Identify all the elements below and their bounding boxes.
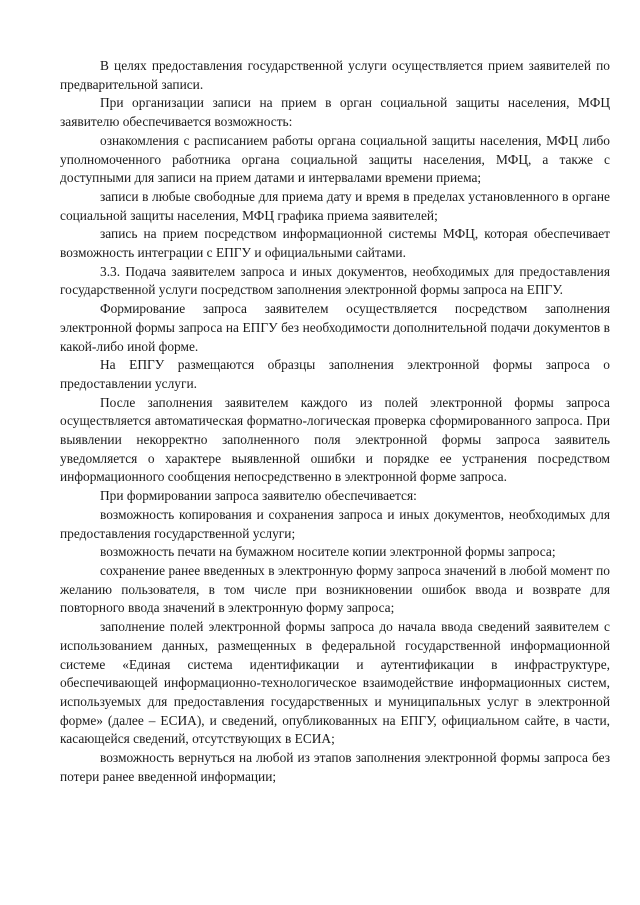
paragraph-prefill-esia: заполнение полей электронной формы запроса до начала ввода сведений заявителем с использованием данных, размещенных в федеральной государственной информационной системе «Единая система идентификации и аутентификации в инфраструктуре, обеспечивающей информационно-технологическое взаимодействие информационных систем, используемых для предоставления государственных и муниципальных услуг в электронной форме» (далее – ЕСИА), и сведений, опубликованных на ЕПГУ, официальном сайте, в части, касающейся сведений, отсутствующих в ЕСИА; (60, 619, 610, 747)
paragraph-request-forming: Формирование запроса заявителем осуществляется посредством заполнения электронной формы запроса на ЕПГУ без необходимости дополнительной подачи документов в какой-либо иной форме. (60, 301, 610, 354)
paragraph-copy-save: возможность копирования и сохранения запроса и иных документов, необходимых для предоставления государственной услуги; (60, 506, 610, 541)
paragraph-section-3-3: 3.3. Подача заявителем запроса и иных документов, необходимых для предоставления государственной услуги посредством заполнения электронной формы запроса на ЕПГУ. (60, 263, 610, 298)
paragraph-format-check: После заполнения заявителем каждого из полей электронной формы запроса осуществляется автоматическая форматно-логическая проверка сформированного запроса. При выявлении некорректно заполненного поля электронной формы запроса заявитель уведомляется о характере выявленной ошибки и порядке ее устранения посредством информационного сообщения непосредственно в электронной форме запроса. (60, 394, 610, 485)
paragraph-forming-provisions: При формировании запроса заявителю обеспечивается: (100, 488, 417, 504)
paragraph-print-copy: возможность печати на бумажном носителе копии электронной формы запроса; (100, 544, 556, 560)
paragraph-appointment-intro: В целях предоставления государственной услуги осуществляется прием заявителей по предварительной записи. (60, 58, 610, 92)
document-body (60, 57, 610, 786)
paragraph-form-samples: На ЕПГУ размещаются образцы заполнения электронной формы запроса о предоставлении услуги. (60, 357, 610, 391)
paragraph-save-values: сохранение ранее введенных в электронную форму запроса значений в любой момент по желанию пользователя, в том числе при возникновении ошибок ввода и возврате для повторного ввода значений в электронную форму запроса; (60, 562, 610, 616)
paragraph-schedule-familiarization: ознакомления с расписанием работы органа социальной защиты населения, МФЦ либо уполномоченного работника органа социальной защиты населения, МФЦ, а также с доступными для записи на прием датами и интервалами времени приема; (60, 132, 610, 186)
paragraph-mfc-system-booking: запись на прием посредством информационной системы МФЦ, которая обеспечивает возможность интеграции с ЕПГУ и официальными сайтами. (60, 226, 610, 261)
paragraph-free-slot-booking: записи в любые свободные для приема дату и время в пределах установленного в органе социальной защиты населения, МФЦ графика приема заявителей; (60, 188, 610, 223)
paragraph-return-to-step: возможность вернуться на любой из этапов заполнения электронной формы запроса без потери ранее введенной информации; (60, 750, 610, 784)
paragraph-appointment-organization: При организации записи на прием в орган социальной защиты населения, МФЦ заявителю обеспечивается возможность: (60, 95, 610, 130)
